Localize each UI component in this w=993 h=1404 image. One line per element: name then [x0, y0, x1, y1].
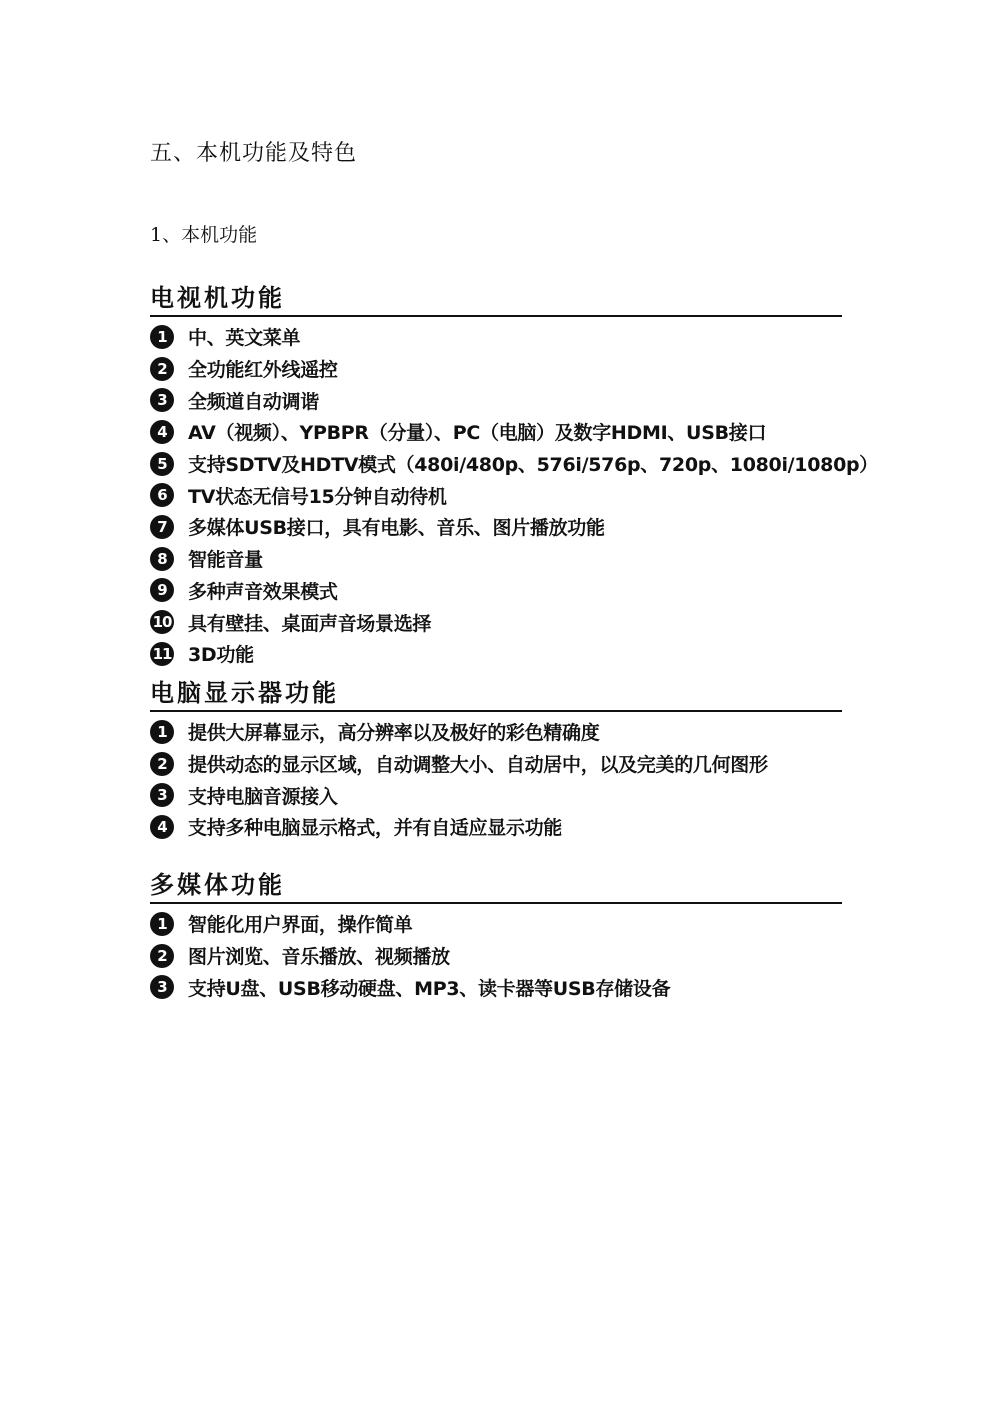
list-item-text: TV状态无信号15分钟自动待机 [188, 485, 447, 508]
list-item [150, 321, 842, 353]
circled-number-icon: 9 [150, 578, 174, 602]
feature-list [150, 716, 842, 843]
list-item [150, 416, 842, 448]
pc-monitor-functions-section [150, 678, 842, 843]
section-title: 电脑显示器功能 [150, 678, 842, 712]
feature-list [150, 321, 878, 670]
chapter-heading: 五、本机功能及特色 [150, 141, 358, 166]
list-item [150, 606, 842, 638]
list-item-text: 全频道自动调谐 [188, 390, 319, 413]
section-title: 多媒体功能 [150, 870, 842, 904]
circled-number-icon: 4 [150, 815, 174, 839]
circled-number-icon: 3 [150, 975, 174, 999]
tv-functions-section [150, 283, 878, 670]
list-item [150, 940, 842, 972]
circled-number-icon: 6 [150, 483, 174, 507]
list-item [150, 353, 842, 385]
list-item-text: 支持SDTV及HDTV模式（480i/480p、576i/576p、720p、1080i/1080p） [188, 454, 878, 477]
list-item [150, 543, 842, 575]
list-item-text: 图片浏览、音乐播放、视频播放 [188, 946, 450, 969]
list-item [150, 638, 842, 670]
feature-list [150, 908, 842, 1003]
circled-number-icon: 11 [150, 642, 174, 666]
list-item [150, 575, 842, 607]
multimedia-functions-section [150, 870, 842, 1003]
list-item [150, 716, 842, 748]
circled-number-icon: 1 [150, 720, 174, 744]
list-item-text: 智能音量 [188, 549, 263, 572]
list-item [150, 811, 842, 843]
section-title: 电视机功能 [150, 283, 842, 317]
circled-number-icon: 2 [150, 357, 174, 381]
circled-number-icon: 1 [150, 325, 174, 349]
circled-number-icon: 3 [150, 783, 174, 807]
list-item [150, 748, 842, 780]
list-item-text: 多媒体USB接口，具有电影、音乐、图片播放功能 [188, 517, 605, 540]
list-item-text: 提供大屏幕显示，高分辨率以及极好的彩色精确度 [188, 722, 600, 745]
circled-number-icon: 2 [150, 752, 174, 776]
list-item-text: 具有壁挂、桌面声音场景选择 [188, 612, 432, 635]
circled-number-icon: 10 [150, 610, 174, 634]
list-item [150, 384, 842, 416]
list-item-text: 中、英文菜单 [188, 327, 301, 350]
circled-number-icon: 1 [150, 912, 174, 936]
list-item-text: 支持多种电脑显示格式，并有自适应显示功能 [188, 817, 563, 840]
list-item [150, 908, 842, 940]
list-item [150, 511, 842, 543]
circled-number-icon: 4 [150, 420, 174, 444]
circled-number-icon: 8 [150, 547, 174, 571]
list-item-text: 提供动态的显示区域，自动调整大小、自动居中，以及完美的几何图形 [188, 754, 768, 777]
list-item [150, 448, 878, 480]
list-item-text: 多种声音效果模式 [188, 580, 338, 603]
circled-number-icon: 2 [150, 944, 174, 968]
list-item-text: 全功能红外线遥控 [188, 359, 338, 382]
list-item-text: 智能化用户界面，操作简单 [188, 914, 413, 937]
circled-number-icon: 3 [150, 388, 174, 412]
list-item-text: 支持U盘、USB移动硬盘、MP3、读卡器等USB存储设备 [188, 977, 671, 1000]
list-item-text: 支持电脑音源接入 [188, 785, 338, 808]
sub-heading: 1、本机功能 [150, 224, 258, 246]
list-item [150, 779, 842, 811]
list-item-text: 3D功能 [188, 644, 254, 667]
list-item [150, 479, 842, 511]
list-item [150, 971, 842, 1003]
circled-number-icon: 7 [150, 515, 174, 539]
list-item-text: AV（视频）、YPBPR（分量）、PC（电脑）及数字HDMI、USB接口 [188, 422, 767, 445]
circled-number-icon: 5 [150, 452, 174, 476]
